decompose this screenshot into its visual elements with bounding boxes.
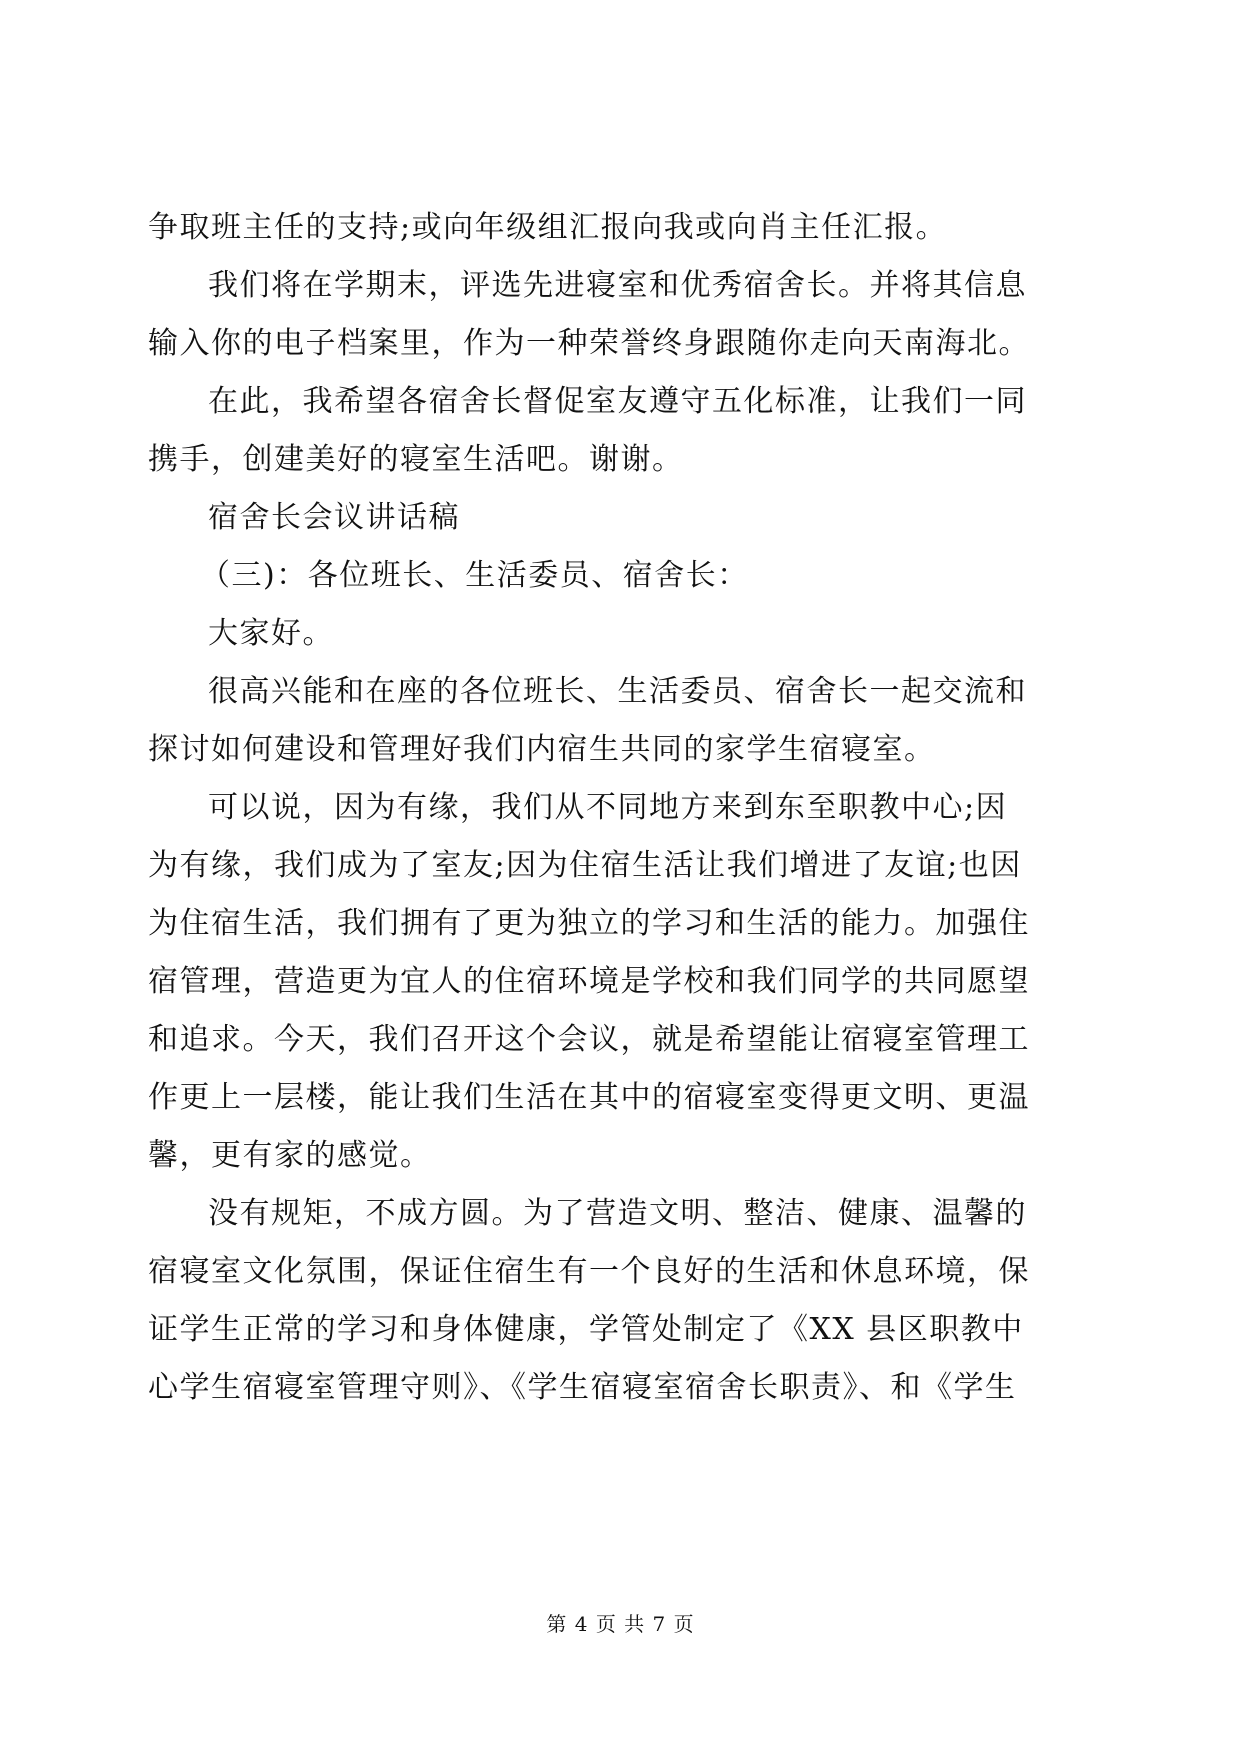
paragraph-line: 携手，创建美好的寝室生活吧。谢谢。 bbox=[148, 442, 684, 477]
paragraph-line: 可以说，因为有缘，我们从不同地方来到东至职教中心;因 bbox=[208, 790, 1008, 825]
paragraph-line: 心学生宿寝室管理守则》、《学生宿寝室宿舍长职责》、和《学生 bbox=[148, 1370, 1017, 1405]
paragraph-line: 输入你的电子档案里，作为一种荣誉终身跟随你走向天南海北。 bbox=[148, 326, 1030, 361]
paragraph-line: 很高兴能和在座的各位班长、生活委员、宿舍长一起交流和 bbox=[208, 674, 1027, 709]
page-number-footer: 第 4 页 共 7 页 bbox=[546, 1612, 695, 1636]
paragraph-line: 宿管理，营造更为宜人的住宿环境是学校和我们同学的共同愿望 bbox=[148, 964, 1030, 999]
paragraph-line: 探讨如何建设和管理好我们内宿生共同的家学生宿寝室。 bbox=[148, 732, 936, 767]
paragraph-line: 我们将在学期末，评选先进寝室和优秀宿舍长。并将其信息 bbox=[208, 268, 1027, 303]
paragraph-line: 争取班主任的支持;或向年级组汇报向我或向肖主任汇报。 bbox=[148, 210, 948, 245]
paragraph-line: 大家好。 bbox=[208, 616, 334, 651]
paragraph-line: 宿寝室文化氛围，保证住宿生有一个良好的生活和休息环境，保 bbox=[148, 1254, 1030, 1289]
paragraph-line: 为住宿生活，我们拥有了更为独立的学习和生活的能力。加强住 bbox=[148, 906, 1030, 941]
paragraph-line: 和追求。今天，我们召开这个会议，就是希望能让宿寝室管理工 bbox=[148, 1022, 1030, 1057]
paragraph-line: 没有规矩，不成方圆。为了营造文明、整洁、健康、温馨的 bbox=[208, 1196, 1027, 1231]
paragraph-line: 馨，更有家的感觉。 bbox=[148, 1138, 432, 1173]
paragraph-line: 在此，我希望各宿舍长督促室友遵守五化标准，让我们一同 bbox=[208, 384, 1027, 419]
paragraph-line: 作更上一层楼，能让我们生活在其中的宿寝室变得更文明、更温 bbox=[148, 1080, 1030, 1115]
paragraph-line: 为有缘，我们成为了室友;因为住宿生活让我们增进了友谊;也因 bbox=[148, 848, 1022, 883]
paragraph-line: 证学生正常的学习和身体健康，学管处制定了《XX 县区职教中 bbox=[148, 1312, 1024, 1347]
section-title: 宿舍长会议讲话稿 bbox=[208, 500, 460, 535]
paragraph-line: （三)：各位班长、生活委员、宿舍长： bbox=[200, 558, 749, 593]
